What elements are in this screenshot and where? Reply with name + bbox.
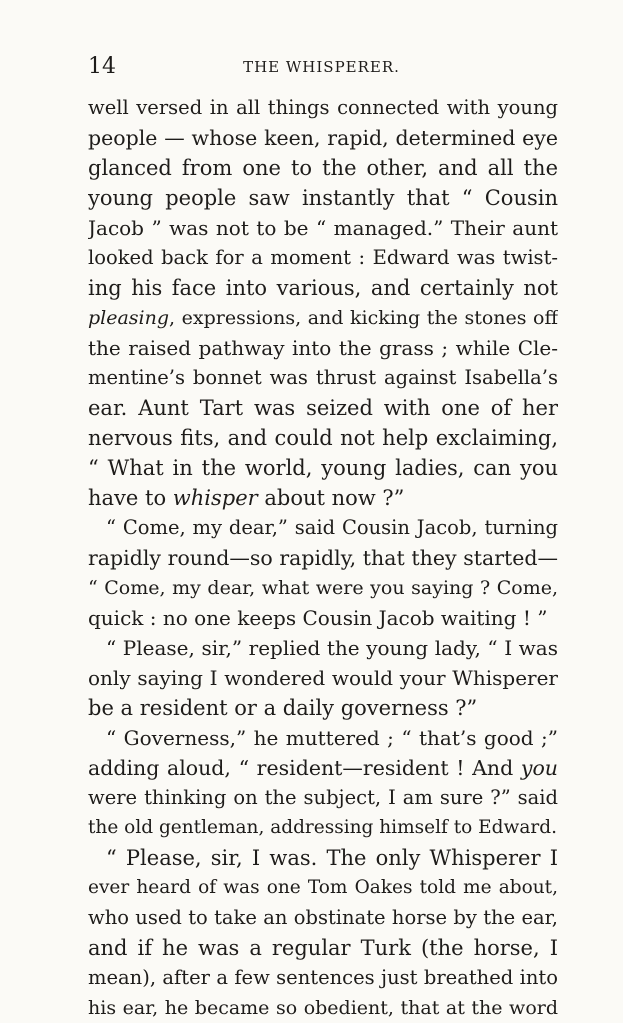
text-line: and if he was a regular Turk (the horse, I <box>88 936 558 960</box>
text-line: his ear, he became so obedient, that at the word <box>88 997 558 1019</box>
text-line: the raised pathway into the grass ; while Cle- <box>88 336 558 360</box>
text-line: only saying I wondered would your Whisperer <box>88 666 558 690</box>
text-line: ear. Aunt Tart was seized with one of her <box>88 396 558 420</box>
text-line: Jacob ” was not to be “ managed.” Their aunt <box>88 216 558 240</box>
text-line: pleasing, expressions, and kicking the stones off <box>88 307 558 329</box>
text-line: “ Please, sir, I was. The only Whisperer I <box>106 846 558 870</box>
text-line: rapidly round—so rapidly, that they started— <box>88 546 558 570</box>
text-line: nervous fits, and could not help exclaiming, <box>88 426 558 450</box>
text-line: quick : no one keeps Cousin Jacob waiting ! ” <box>88 606 548 630</box>
text-line: have to whisper about now ?” <box>88 486 405 510</box>
italic-word: pleasing <box>88 307 170 329</box>
text-line: looked back for a moment : Edward was twist- <box>88 246 558 269</box>
text-line: “ Please, sir,” replied the young lady, “ I was <box>106 636 558 660</box>
text-line: young people saw instantly that “ Cousin <box>88 186 558 210</box>
body-text <box>88 93 558 1023</box>
text-line: the old gentleman, addressing himself to Edward. <box>88 817 557 838</box>
text-line: glanced from one to the other, and all the <box>88 156 558 180</box>
running-head: THE WHISPERER. <box>243 58 400 76</box>
text-line: “ Come, my dear, what were you saying ? Come, <box>88 577 558 599</box>
italic-word: whisper <box>172 486 258 510</box>
text-line: well versed in all things connected with young <box>88 96 558 119</box>
text-line: mean), after a few sentences just breathed into <box>88 966 558 989</box>
italic-word: you <box>520 756 558 780</box>
text-line: adding aloud, “ resident—resident ! And you <box>88 756 558 780</box>
text-line: people — whose keen, rapid, determined eye <box>88 126 558 150</box>
text-line: who used to take an obstinate horse by the ear, <box>88 906 558 929</box>
text-line: “ What in the world, young ladies, can you <box>88 456 558 480</box>
text-line: “ Come, my dear,” said Cousin Jacob, turning <box>106 516 558 539</box>
text-line: be a resident or a daily governess ?” <box>88 696 478 720</box>
text-line: mentine’s bonnet was thrust against Isabella’s <box>88 366 558 389</box>
text-line: ing his face into various, and certainly not <box>88 276 558 300</box>
page-number: 14 <box>88 54 116 79</box>
text-line: were thinking on the subject, I am sure ?” said <box>88 786 558 809</box>
text-line: ever heard of was one Tom Oakes told me about, <box>88 877 558 898</box>
text-line: “ Governess,” he muttered ; “ that’s good ;” <box>106 726 558 750</box>
